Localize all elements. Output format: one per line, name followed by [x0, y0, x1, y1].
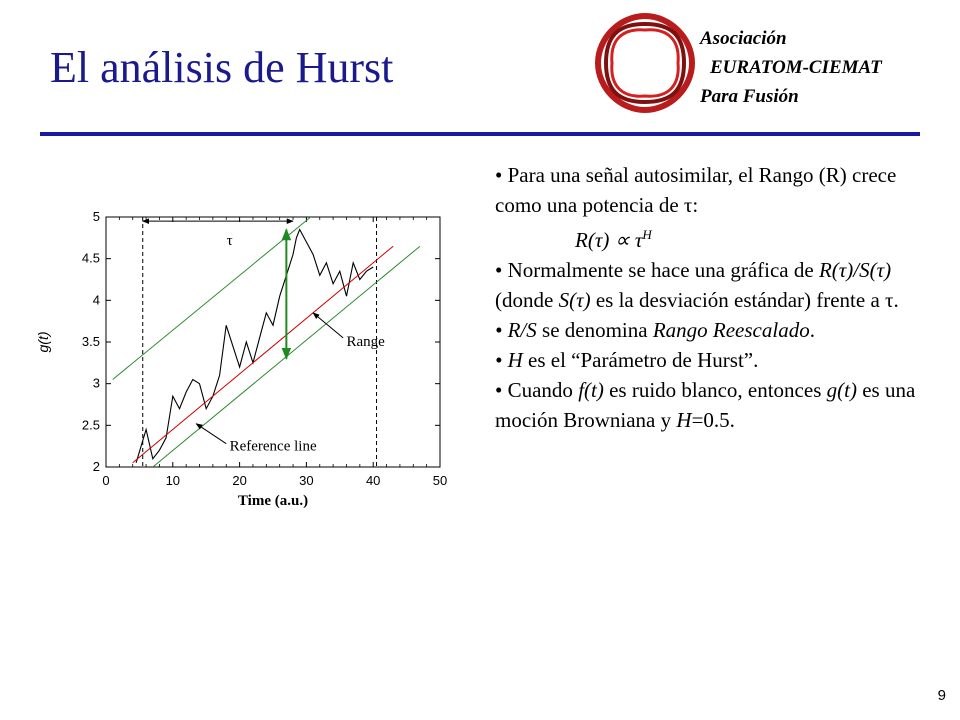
x-axis-label: Time (a.u.): [237, 493, 309, 509]
y-axis-label: g(t): [35, 331, 51, 353]
bullet-3: [495, 315, 925, 345]
y-tick-label: 2.5: [81, 417, 100, 433]
hurst-formula: [495, 220, 925, 255]
bullet-5-part-d: =0.5.: [691, 408, 735, 432]
g-t-line: [136, 230, 373, 463]
bullet-3-dot: .: [809, 318, 815, 342]
bullet-2-part-a: • Normalmente se hace una gráfica de: [495, 258, 819, 282]
title-divider: [40, 132, 920, 136]
plot-frame: [106, 217, 440, 467]
org-line-1: Asociación: [700, 28, 787, 49]
bullet-2-rs: R(τ)/S(τ): [818, 258, 892, 282]
bullet-5-g: g(t): [826, 378, 857, 402]
bullet-4-h: • H: [495, 348, 523, 372]
x-tick-label: 20: [232, 473, 247, 488]
y-tick-label: 4.5: [81, 250, 100, 266]
logo-ring-icon: [590, 8, 700, 118]
bullet-3-part-a: se denomina: [536, 318, 653, 342]
hurst-chart-svg: [20, 195, 460, 525]
y-tick-label: 3.5: [81, 334, 100, 349]
bullet-4-text: es el “Parámetro de Hurst”.: [522, 348, 759, 372]
hurst-chart: [20, 195, 460, 530]
bullet-5-part-b: es ruido blanco, entonces: [603, 378, 827, 402]
bullet-5-part-c: es una moción Browniana y: [495, 378, 916, 432]
bullet-5: [495, 375, 925, 435]
bullet-3-rs: • R/S: [495, 318, 537, 342]
y-tick-label: 2: [92, 459, 100, 474]
range-pointer-arrow: [313, 313, 343, 338]
bullet-5-f: f(t): [578, 378, 604, 402]
bullet-2-part-b: (donde: [495, 288, 559, 312]
bullet-1-text: • Para una señal autosimilar, el Rango (R) crece como una potencia de τ:: [495, 163, 897, 217]
x-tick-label: 10: [165, 473, 181, 488]
upper-bound-line: [113, 195, 367, 380]
organization-name: [700, 24, 882, 111]
bullet-4: [495, 345, 925, 375]
slide-title: El análisis de Hurst: [50, 43, 394, 92]
euratom-ciemat-logo: [590, 8, 700, 118]
formula-exponent: H: [642, 227, 652, 242]
y-tick-label: 4: [92, 292, 100, 308]
bullet-3-rescaled-range: Rango Reescalado: [652, 318, 810, 342]
x-tick-label: 50: [432, 473, 448, 488]
x-tick-label: 0: [102, 473, 110, 488]
bullet-2-part-c: es la desviación estándar) frente a τ.: [590, 288, 899, 312]
page-number: 9: [937, 687, 946, 704]
bullet-1: [495, 160, 925, 220]
bullet-list: [495, 160, 925, 435]
reference-line-line: [133, 246, 394, 463]
org-line-3: Para Fusión: [700, 86, 799, 107]
tau-label: τ: [226, 233, 233, 250]
bullet-2-s: S(τ): [558, 288, 591, 312]
range-label: Range: [346, 334, 385, 351]
y-tick-label: 3: [92, 375, 100, 391]
bullet-2: [495, 255, 925, 315]
reference-line-label: Reference line: [229, 438, 317, 455]
reference-pointer-arrow: [196, 424, 226, 444]
org-line-2: EURATOM-CIEMAT: [710, 57, 882, 78]
x-tick-label: 30: [299, 473, 314, 488]
x-tick-label: 40: [365, 473, 381, 488]
formula-text: R(τ) ∝ τ: [575, 228, 643, 252]
bullet-5-part-a: • Cuando: [495, 378, 579, 402]
y-tick-label: 5: [92, 209, 100, 224]
bullet-5-h: H: [676, 408, 692, 432]
